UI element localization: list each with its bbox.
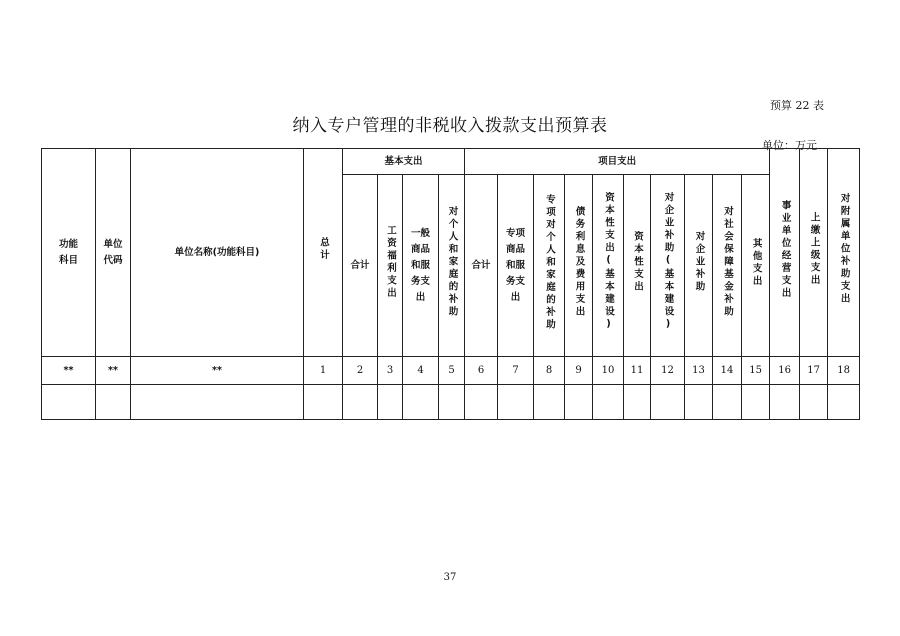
index-cell: 14 <box>713 357 742 385</box>
data-cell <box>304 385 343 420</box>
index-cell: 4 <box>403 357 439 385</box>
index-cell: 10 <box>593 357 624 385</box>
data-cell <box>770 385 800 420</box>
data-cell <box>651 385 685 420</box>
header-unit-name: 单位名称(功能科目) <box>131 149 304 357</box>
page-number: 37 <box>443 572 457 583</box>
header-project-total: 合计 <box>465 175 498 357</box>
index-cell: ** <box>96 357 131 385</box>
data-cell <box>565 385 593 420</box>
data-cell <box>800 385 828 420</box>
data-cell <box>465 385 498 420</box>
header-basic-expenditure: 基本支出 <box>343 149 465 175</box>
form-number: 预算 22 表 <box>770 99 824 112</box>
data-cell <box>534 385 565 420</box>
header-enterprise: 对企业补助 <box>685 175 713 357</box>
index-cell: 15 <box>742 357 770 385</box>
unit-label: 单位：万元 <box>762 139 817 152</box>
header-enterprise-basic: 对企业补助(基本建设) <box>651 175 685 357</box>
index-cell: 2 <box>343 357 378 385</box>
header-affiliated-subsidy: 对附属单位补助支出 <box>828 149 860 357</box>
page-title: 纳入专户管理的非税收入拨款支出预算表 <box>292 116 608 136</box>
data-cell <box>42 385 96 420</box>
index-cell: 17 <box>800 357 828 385</box>
index-cell: 18 <box>828 357 860 385</box>
data-cell <box>343 385 378 420</box>
index-cell: 3 <box>378 357 403 385</box>
data-cell <box>96 385 131 420</box>
data-cell <box>378 385 403 420</box>
data-cell <box>713 385 742 420</box>
index-cell: 13 <box>685 357 713 385</box>
header-total: 总计 <box>304 149 343 357</box>
budget-table <box>41 148 860 420</box>
data-cell <box>624 385 651 420</box>
header-debt-interest: 债务利息及费用支出 <box>565 175 593 357</box>
header-social-security: 对社会保障基金补助 <box>713 175 742 357</box>
data-cell <box>403 385 439 420</box>
data-cell <box>685 385 713 420</box>
header-business-ops: 事业单位经营支出 <box>770 149 800 357</box>
empty-data-row <box>42 385 860 420</box>
index-cell: 6 <box>465 357 498 385</box>
index-cell: 9 <box>565 357 593 385</box>
data-cell <box>593 385 624 420</box>
header-other: 其他支出 <box>742 175 770 357</box>
data-cell <box>828 385 860 420</box>
header-capital: 资本性支出 <box>624 175 651 357</box>
header-personal-subsidy: 对个人和家庭的补助 <box>439 175 465 357</box>
index-cell: ** <box>131 357 304 385</box>
data-cell <box>498 385 534 420</box>
header-remit-upper: 上缴上级支出 <box>800 149 828 357</box>
header-func-subject: 功能科目 <box>42 149 96 357</box>
header-project-expenditure: 项目支出 <box>465 149 770 175</box>
index-cell: 11 <box>624 357 651 385</box>
index-cell: 12 <box>651 357 685 385</box>
header-capital-basic: 资本性支出(基本建设) <box>593 175 624 357</box>
data-cell <box>131 385 304 420</box>
header-unit-code: 单位代码 <box>96 149 131 357</box>
index-cell: 7 <box>498 357 534 385</box>
index-cell: 16 <box>770 357 800 385</box>
data-cell <box>742 385 770 420</box>
index-cell: ** <box>42 357 96 385</box>
header-special-personal: 专项对个人和家庭的补助 <box>534 175 565 357</box>
header-wages: 工资福利支出 <box>378 175 403 357</box>
header-basic-total: 合计 <box>343 175 378 357</box>
header-goods-services: 一般商品和服务支出 <box>403 175 439 357</box>
header-special-goods: 专项商品和服务支出 <box>498 175 534 357</box>
index-cell: 8 <box>534 357 565 385</box>
index-cell: 1 <box>304 357 343 385</box>
data-cell <box>439 385 465 420</box>
index-cell: 5 <box>439 357 465 385</box>
